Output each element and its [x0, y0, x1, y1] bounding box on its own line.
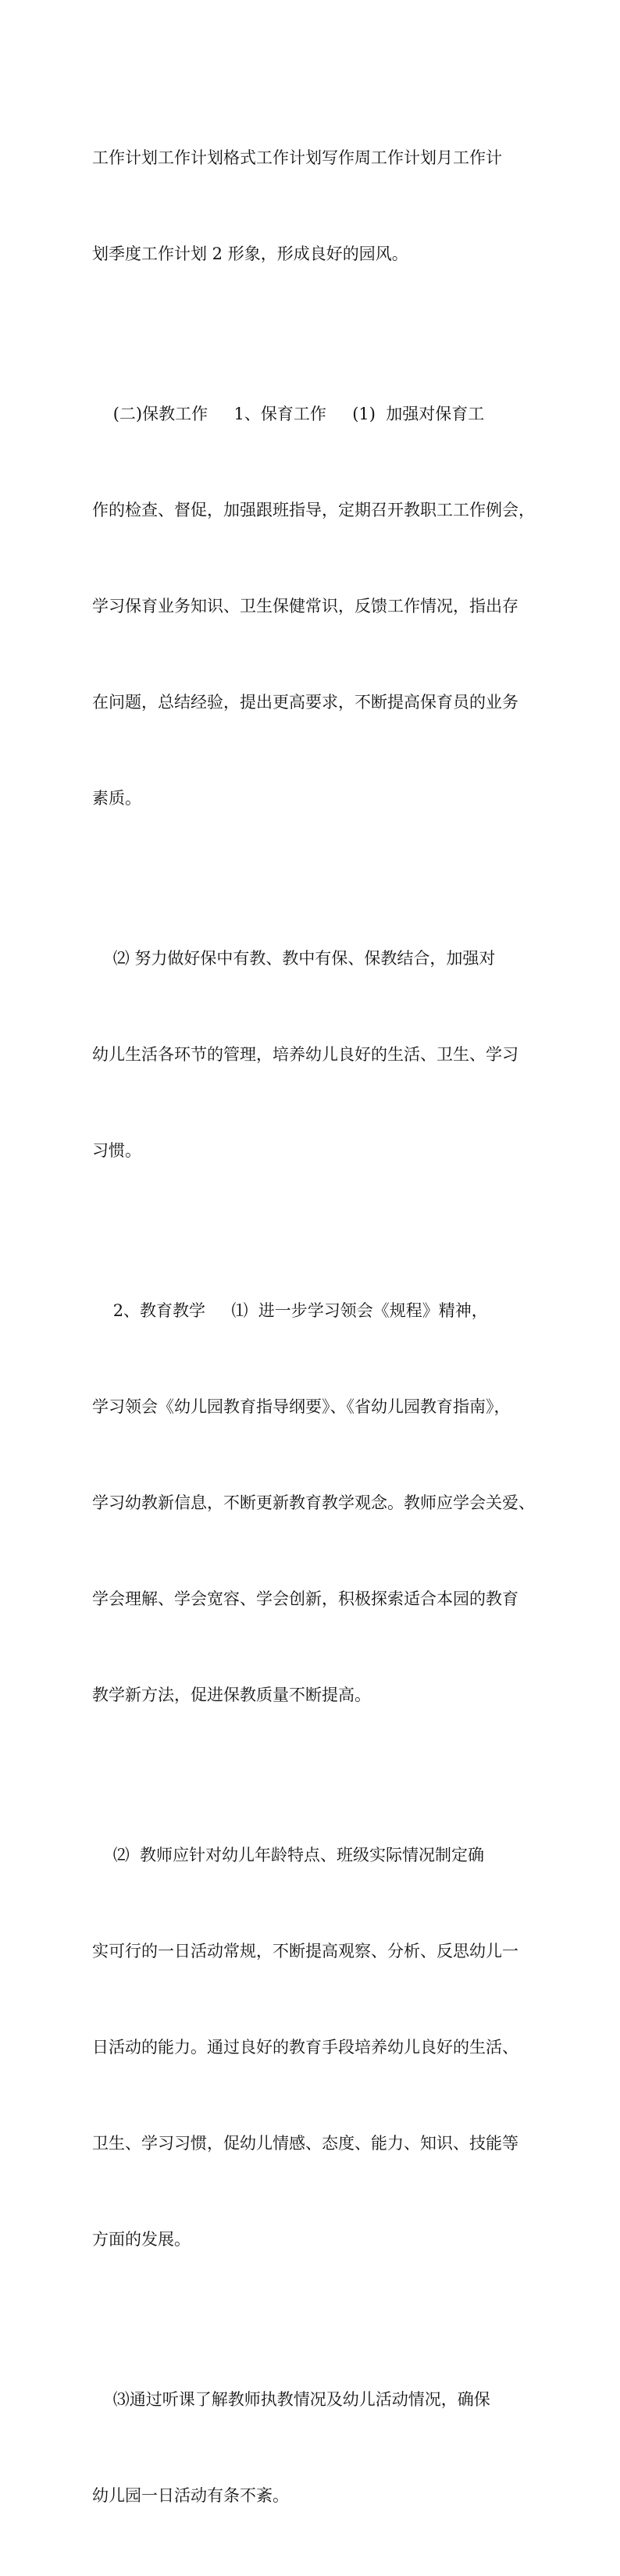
paragraph-line: 素质。: [92, 789, 141, 808]
paragraph-line: 学会理解、学会宽容、学会创新，积极探索适合本园的教育: [92, 1589, 518, 1608]
paragraph-3: [92, 879, 531, 1231]
paragraph-line: 日活动的能力。通过良好的教育手段培养幼儿良好的生活、: [92, 2038, 518, 2057]
paragraph-line: 教学新方法，促进保教质量不断提高。: [92, 1686, 371, 1704]
paragraph-line: 实可行的一日活动常规，不断提高观察、分析、反思幼儿一: [92, 1942, 518, 1961]
paragraph-line: 学习保育业务知识、卫生保健常识，反馈工作情况，指出存: [92, 597, 518, 615]
paragraph-line: 幼儿园一日活动有条不紊。: [92, 2486, 289, 2505]
paragraph-line: 幼儿生活各环节的管理，培养幼儿良好的生活、卫生、学习: [92, 1045, 518, 1064]
paragraph-5: [92, 1775, 531, 2320]
paragraph-1: [92, 78, 531, 334]
paragraph-6: [92, 2320, 531, 2576]
paragraph-line: ⑵ 努力做好保中有教、教中有保、保教结合，加强对: [92, 949, 496, 968]
paragraph-line: 2、教育教学 ⑴ 进一步学习领会《规程》精神，: [92, 1301, 488, 1320]
paragraph-2: [92, 334, 535, 879]
paragraph-line: 卫生、学习习惯，促幼儿情感、态度、能力、知识、技能等: [92, 2134, 518, 2153]
paragraph-line: ⑶通过听课了解教师执教情况及幼儿活动情况，确保: [92, 2390, 490, 2409]
paragraph-line: 习惯。: [92, 1141, 141, 1160]
paragraph-line: (二)保教工作 1、保育工作 (1) 加强对保育工: [92, 405, 485, 423]
paragraph-line: 学习幼教新信息，不断更新教育教学观念。教师应学会关爱、: [92, 1493, 535, 1512]
paragraph-line: 划季度工作计划 2 形象，形成良好的园风。: [92, 244, 408, 263]
paragraph-line: ⑵ 教师应针对幼儿年龄特点、班级实际情况制定确: [92, 1846, 485, 1864]
document-body: [92, 78, 535, 2576]
paragraph-4: [92, 1231, 535, 1775]
paragraph-line: 在问题，总结经验，提出更高要求，不断提高保育员的业务: [92, 693, 518, 712]
paragraph-line: 工作计划工作计划格式工作计划写作周工作计划月工作计: [92, 148, 502, 167]
paragraph-line: 学习领会《幼儿园教育指导纲要》、《省幼儿园教育指南》，: [92, 1397, 511, 1416]
paragraph-line: 作的检查、督促，加强跟班指导，定期召开教职工工作例会，: [92, 501, 535, 519]
paragraph-line: 方面的发展。: [92, 2230, 191, 2249]
